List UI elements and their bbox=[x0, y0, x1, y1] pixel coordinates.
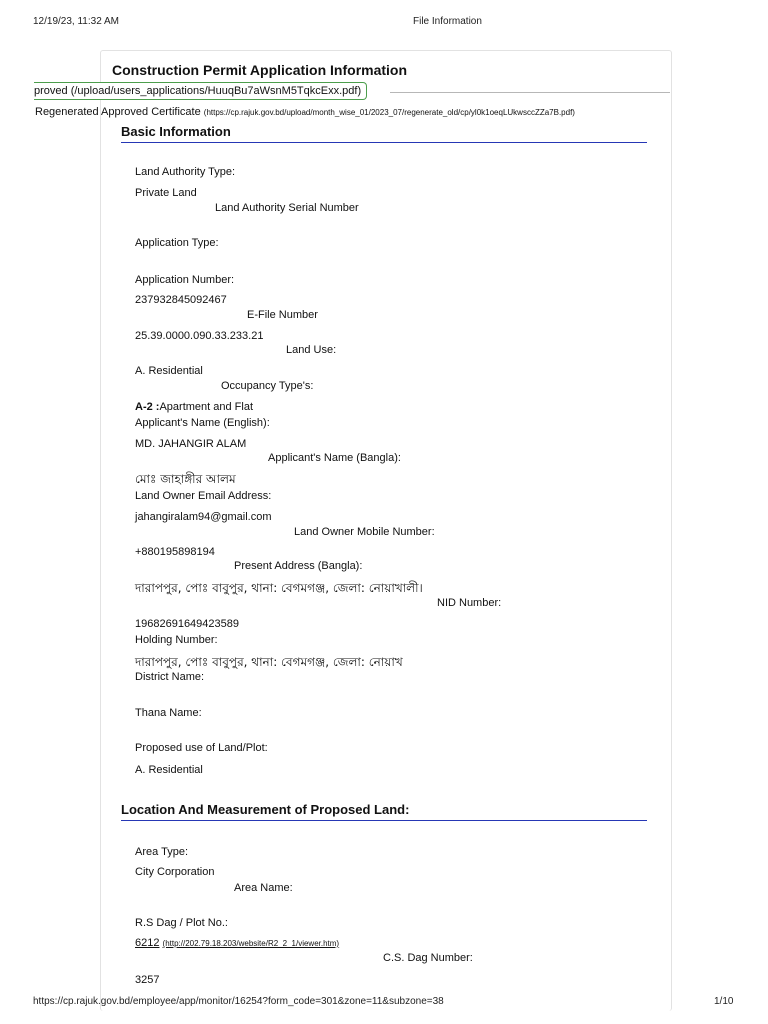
print-title: File Information bbox=[413, 16, 482, 27]
regenerated-certificate-url: (https://cp.rajuk.gov.bd/upload/month_wise_01/2023_07/regenerate_old/cp/yl0k1oeqLUkwsccZZa7B.pdf) bbox=[203, 108, 575, 117]
rs-dag-value: 6212 bbox=[135, 937, 160, 949]
divider bbox=[390, 92, 670, 93]
print-footer-url: https://cp.rajuk.gov.bd/employee/app/monitor/16254?form_code=301&zone=11&subzone=38 bbox=[33, 996, 444, 1007]
cs-dag-label: C.S. Dag Number: bbox=[383, 952, 473, 964]
holding-number-value: দারাপপুর, পোঃ বাবুপুর, থানা: বেগমগঞ্জ, জেলা: নোয়াখ bbox=[135, 655, 403, 669]
basic-information-heading: Basic Information bbox=[121, 124, 231, 139]
applicant-name-en-value: MD. JAHANGIR ALAM bbox=[135, 438, 247, 450]
occupancy-code: A-2 : bbox=[135, 401, 160, 413]
nid-label: NID Number: bbox=[437, 597, 502, 609]
section-rule bbox=[121, 142, 647, 143]
occupancy-description: Apartment and Flat bbox=[159, 401, 254, 413]
present-address-value: দারাপপুর, পোঃ বাবুপুর, থানা: বেগমগঞ্জ, জেলা: নোয়াখালী। bbox=[135, 581, 423, 595]
mobile-label: Land Owner Mobile Number: bbox=[294, 526, 435, 538]
rs-dag-label: R.S Dag / Plot No.: bbox=[135, 917, 228, 929]
holding-number-label: Holding Number: bbox=[135, 634, 218, 646]
area-type-label: Area Type: bbox=[135, 846, 188, 858]
email-value: jahangiralam94@gmail.com bbox=[135, 511, 272, 523]
area-name-label: Area Name: bbox=[234, 882, 293, 894]
occupancy-type-value bbox=[135, 401, 253, 413]
mobile-value: +880195898194 bbox=[135, 546, 215, 558]
present-address-label: Present Address (Bangla): bbox=[234, 560, 363, 572]
area-type-value: City Corporation bbox=[135, 866, 215, 878]
location-heading: Location And Measurement of Proposed Land: bbox=[121, 802, 410, 817]
occupancy-type-label: Occupancy Type's: bbox=[221, 380, 314, 392]
applicant-name-en-label: Applicant's Name (English): bbox=[135, 417, 270, 429]
applicant-name-bn-label: Applicant's Name (Bangla): bbox=[268, 452, 401, 464]
efile-number-label: E-File Number bbox=[247, 309, 318, 321]
email-label: Land Owner Email Address: bbox=[135, 490, 272, 502]
approved-certificate-link[interactable]: proved (/upload/users_applications/HuuqBu7aWsnM5TqkcExx.pdf) bbox=[34, 82, 367, 100]
print-page-number: 1/10 bbox=[714, 996, 734, 1007]
land-use-label: Land Use: bbox=[286, 344, 337, 356]
thana-name-label: Thana Name: bbox=[135, 707, 202, 719]
land-authority-type-label: Land Authority Type: bbox=[135, 166, 236, 178]
proposed-use-value: A. Residential bbox=[135, 764, 203, 776]
card-title: Construction Permit Application Information bbox=[112, 62, 408, 78]
regenerated-certificate-link[interactable] bbox=[35, 106, 575, 118]
district-name-label: District Name: bbox=[135, 671, 205, 683]
application-number-value: 237932845092467 bbox=[135, 294, 227, 306]
rs-dag-link[interactable] bbox=[135, 937, 339, 949]
print-datetime: 12/19/23, 11:32 AM bbox=[33, 16, 119, 27]
cs-dag-value: 3257 bbox=[135, 974, 160, 986]
land-authority-type-value: Private Land bbox=[135, 187, 197, 199]
land-authority-serial-label: Land Authority Serial Number bbox=[215, 202, 359, 214]
application-number-label: Application Number: bbox=[135, 274, 235, 286]
proposed-use-label: Proposed use of Land/Plot: bbox=[135, 742, 268, 754]
section-rule bbox=[121, 820, 647, 821]
efile-number-value: 25.39.0000.090.33.233.21 bbox=[135, 330, 264, 342]
applicant-name-bn-value: মোঃ জাহাঙ্গীর আলম bbox=[135, 472, 236, 486]
rs-dag-url: (http://202.79.18.203/website/R2_2_1/viewer.htm) bbox=[162, 939, 340, 948]
application-type-label: Application Type: bbox=[135, 237, 219, 249]
nid-value: 19682691649423589 bbox=[135, 618, 240, 630]
land-use-value: A. Residential bbox=[135, 365, 203, 377]
regenerated-certificate-label: Regenerated Approved Certificate bbox=[35, 106, 201, 118]
